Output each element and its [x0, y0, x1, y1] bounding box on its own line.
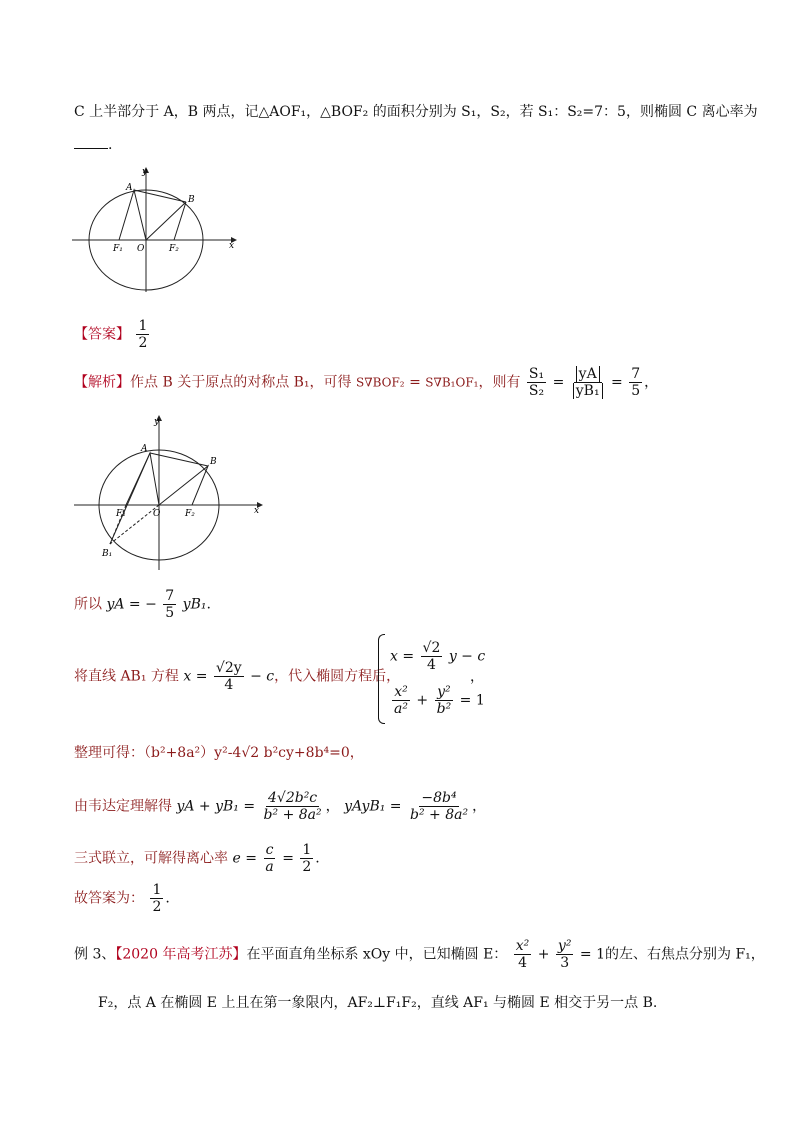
answer-blank: [74, 136, 108, 149]
point-F2-label: F₂: [169, 244, 179, 254]
point-B1-label: B₁: [102, 549, 113, 559]
analysis-line: 【解析】作点 B 关于原点的对称点 B₁，可得 S∇BOF₂ = S∇B₁OF₁，则有 $\frac{\text{S₁}}{\text{S₂}}$ = $\frac{yA}{\text{yB₁}}$ = $\frac{7}{5}$ ，: [74, 366, 659, 399]
system-brace: [378, 634, 385, 724]
y-label: y: [142, 167, 148, 177]
point-F1-label: F₁: [116, 509, 126, 519]
answer-tag: 【答案】: [74, 326, 130, 343]
y-label: y: [154, 417, 160, 427]
point-O-label: O: [153, 509, 161, 519]
answer-line: 【答案】 $\frac{1}{2}$: [74, 318, 148, 351]
point-B-label: B: [188, 195, 195, 205]
example-3-line-2: F₂，点 A 在椭圆 E 上且在第一象限内，AF₂⊥F₁F₂，直线 AF₁ 与椭圆 E 相交于另一点 B.: [98, 995, 658, 1011]
step-1: 所以 yA = − $\frac{7}{5}$ yB₁.: [74, 588, 211, 621]
step-2: 将直线 AB₁ 方程 x = $\frac{√2y}{4}$ − c，代入椭圆方程后，: [74, 660, 401, 693]
analysis-tag: 【解析】: [74, 374, 130, 391]
point-A-label: A: [141, 444, 148, 454]
example-source: 【2020 年高考江苏】: [115, 946, 247, 963]
system-eq-1: x = $\frac{√2}{4}$ y − c: [390, 640, 486, 673]
problem-line-1: C 上半部分于 A，B 两点，记△AOF₁，△BOF₂ 的面积分别为 S₁，S₂，若 S₁：S₂=7：5，则椭圆 C 离心率为: [74, 104, 758, 120]
x-label: x: [254, 506, 260, 516]
step-3: 整理可得：（b²+8a²）y²-4√2 b²cy+8b⁴=0，: [74, 745, 364, 761]
problem-line-2: .: [74, 136, 112, 154]
point-F1-label: F₁: [113, 244, 123, 254]
x-label: x: [229, 241, 235, 251]
point-A-label: A: [126, 183, 133, 193]
ellipse-figure-2: [70, 410, 270, 575]
step-4: 由韦达定理解得 yA + yB₁ = $\frac{\text{4√2b²c}}{\text{b² + 8a²}}$ ， yAyB₁ = $\frac{\text{−8b⁴}}{\text{b² + 8a²}}$ ，: [74, 790, 487, 823]
point-B-label: B: [210, 457, 217, 467]
ellipse-figure-1: [66, 160, 246, 295]
step-5: 三式联立，可解得离心率 e = $\frac{c}{a}$ = $\frac{1}{2}$ .: [74, 842, 320, 875]
example-3-line-1: 例 3、【2020 年高考江苏】在平面直角坐标系 xOy 中，已知椭圆 E： $\frac{\text{x²}}{4}$ + $\frac{\text{y²}}{3}$ = 1的左、右焦点分别为 F₁，: [74, 938, 765, 971]
system-eq-2: $\frac{\text{x²}}{\text{a²}}$ + $\frac{\text{y²}}{\text{b²}}$ = 1: [394, 684, 485, 717]
point-F2-label: F₂: [185, 509, 195, 519]
system-end: ，: [470, 669, 484, 685]
step-6: 故答案为： $\frac{1}{2}$ .: [74, 882, 170, 915]
point-O-label: O: [137, 244, 145, 254]
